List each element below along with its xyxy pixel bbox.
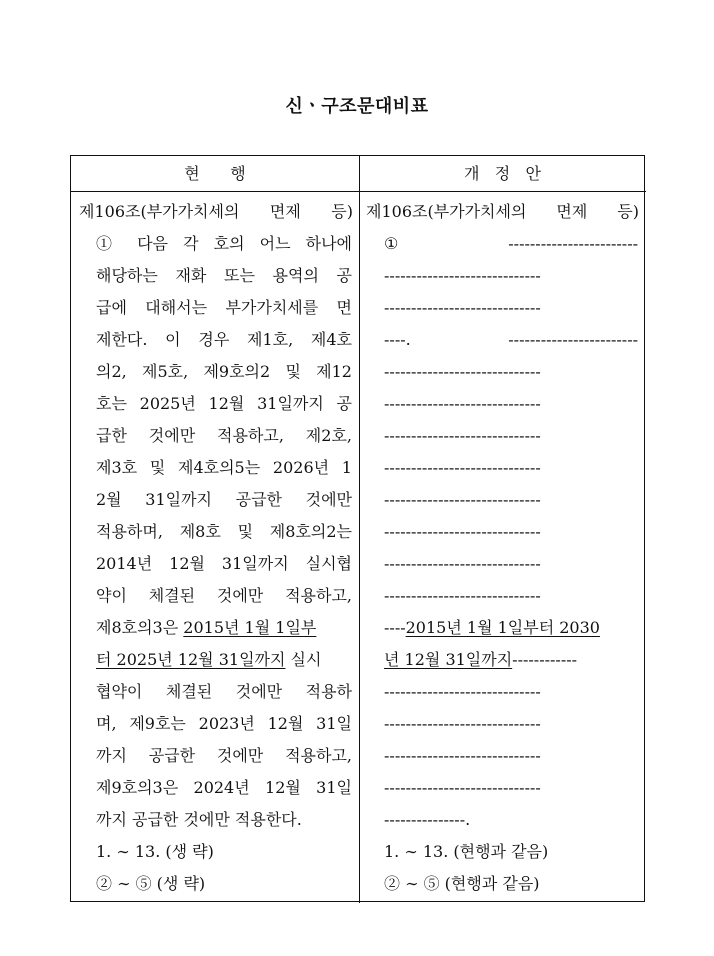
revised-dash-line: ----------------------------- (384, 778, 541, 797)
current-text-line: 제3호 및 제4호의5는 2026년 1 (96, 458, 352, 477)
current-text-segment: 제8호의3은 (96, 618, 184, 637)
current-text-line: 협약이 체결된 것에만 적용하 (96, 682, 352, 701)
revised-dash-line: ----------------------------- (384, 426, 541, 445)
revised-paragraph-mark: ① (384, 234, 399, 253)
revised-text-line-underlined (384, 612, 640, 644)
revised-dashes: ------------------------ (508, 234, 638, 253)
revised-items-same: 1. ∼ 13. (현행과 같음) (384, 842, 549, 861)
revised-dashes: ------------------------ (508, 330, 638, 349)
header-current: 현 행 (184, 164, 246, 183)
current-text-line: 급에 대해서는 부가가치세를 면 (96, 298, 352, 317)
revised-dash-line: ----------------------------- (384, 522, 541, 541)
current-text-segment: 실시 (285, 650, 322, 669)
current-text-line: 약이 체결된 것에만 적용하고, (96, 586, 352, 605)
current-underlined-text: 터 2025년 12월 31일까지 (96, 650, 286, 669)
revised-dash-line: ----------------------------- (384, 746, 541, 765)
revised-dash-line: ---------------. (384, 810, 471, 829)
revised-dash-line: ----------------------------- (384, 458, 541, 477)
current-paragraphs-omitted: ② ∼ ⑤ (생 략) (96, 874, 206, 893)
current-text-line-underlined (96, 612, 352, 644)
current-article-title: 제106조(부가가치세의 면제 등) (79, 202, 353, 221)
revised-dashes: ------------ (512, 650, 578, 669)
revised-underlined-text: 2015년 1월 1일부터 2030 (405, 618, 600, 637)
page-title: 신ㆍ구조문대비표 (285, 96, 429, 117)
current-text-line: ① 다음 각 호의 어느 하나에 (96, 234, 352, 253)
header-revised: 개 정 안 (464, 164, 541, 183)
revised-dashes: ---- (384, 618, 406, 637)
revised-text-line (384, 228, 638, 260)
revised-dash-line: ----------------------------- (384, 298, 541, 317)
revised-dash-line: ----------------------------- (384, 714, 541, 733)
current-text-line: 까지 공급한 것에만 적용하고, (96, 746, 352, 765)
revised-dash-line: ----------------------------- (384, 266, 541, 285)
current-items-omitted: 1. ∼ 13. (생 략) (96, 842, 214, 861)
revised-underlined-text: 년 12월 31일까지 (384, 650, 513, 669)
revised-text-line (384, 324, 638, 356)
current-text-line: 2014년 12월 31일까지 실시협 (96, 554, 352, 573)
comparison-table (70, 155, 645, 902)
revised-paragraphs-same: ② ∼ ⑤ (현행과 같음) (384, 874, 540, 893)
column-divider (359, 156, 360, 903)
current-text-line: 제한다. 이 경우 제1호, 제4호 (96, 330, 352, 349)
revised-dash-line: ----------------------------- (384, 394, 541, 413)
revised-article-title: 제106조(부가가치세의 면제 등) (366, 202, 639, 221)
revised-dash-line: ----------------------------- (384, 362, 541, 381)
current-text-line: 며, 제9호는 2023년 12월 31일 (96, 714, 352, 733)
revised-dash-line: ----------------------------- (384, 682, 541, 701)
revised-dash-line: ----------------------------- (384, 586, 541, 605)
current-text-line: 제9호의3은 2024년 12월 31일 (96, 778, 352, 797)
current-text-line: 해당하는 재화 또는 용역의 공 (96, 266, 352, 285)
current-text-line: 호는 2025년 12월 31일까지 공 (96, 394, 352, 413)
revised-dashes: ----. (384, 330, 411, 349)
current-text-line-underlined (96, 644, 352, 676)
current-underlined-text: 2015년 1월 1일부 (183, 618, 317, 637)
current-text-line: 까지 공급한 것에만 적용한다. (96, 810, 302, 829)
current-text-line: 적용하며, 제8호 및 제8호의2는 (96, 522, 352, 541)
current-text-line: 의2, 제5호, 제9호의2 및 제12 (96, 362, 352, 381)
revised-dash-line: ----------------------------- (384, 490, 541, 509)
current-text-line: 2월 31일까지 공급한 것에만 (96, 490, 352, 509)
revised-text-line-underlined (384, 644, 638, 676)
current-text-line: 급한 것에만 적용하고, 제2호, (96, 426, 352, 445)
revised-dash-line: ----------------------------- (384, 554, 541, 573)
